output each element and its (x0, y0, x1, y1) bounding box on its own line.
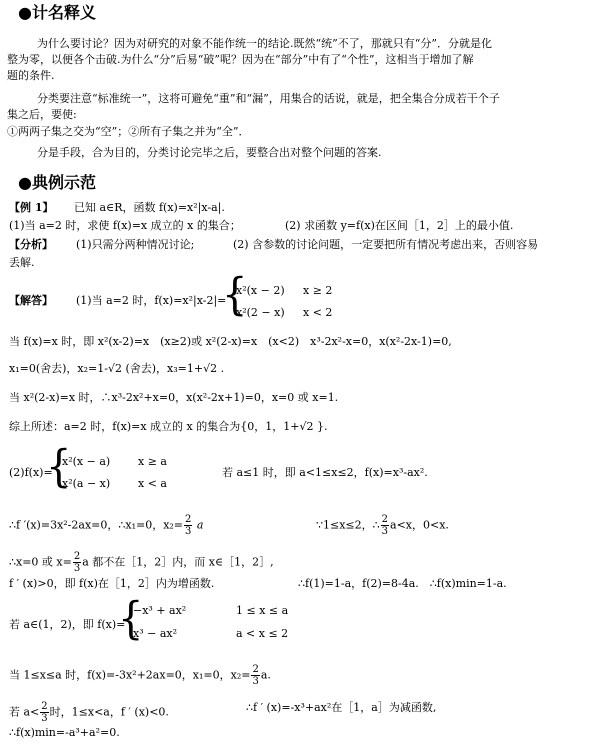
denominator: 3 (185, 526, 192, 537)
math-line (9, 551, 274, 574)
numerator: 2 (252, 664, 259, 675)
denominator: 3 (381, 526, 389, 537)
part2-intro: (2)f(x)= (9, 466, 53, 479)
math-line (316, 514, 449, 537)
math-text: 当 1≤x≤a 时，f(x)=-3x²+2ax=0，x₁=0，x₂= (9, 668, 251, 682)
piecewise-condition: x ≥ 2 (303, 284, 333, 297)
variable: a (196, 518, 204, 532)
fraction (40, 701, 48, 724)
section-title-examples: ●典例示范 (18, 173, 96, 192)
math-line: ∴f(x)min=-a³+a²=0. (9, 726, 120, 739)
math-text: a. (260, 668, 271, 682)
paragraph-line: 分是手段，合为目的，分类讨论完毕之后，要整合出对整个问题的答案. (37, 146, 382, 159)
analysis-label: 【分析】 (9, 238, 53, 251)
piecewise-case: −x³ + ax² (133, 604, 187, 617)
math-line: 当 x²(2-x)=x 时，∴x³-2x²+x=0，x(x²-2x+1)=0，x=0 或 x=1. (9, 391, 339, 404)
paragraph-line: 分类要注意“标准统一”，这将可避免“重”和“漏”，用集合的话说，就是，把全集合分成若干个子 (37, 92, 500, 105)
paragraph-line: ①两两子集之交为“空”；②所有子集之并为“全”． (7, 125, 250, 138)
example-label: 【例 1】 (9, 201, 54, 214)
brace: { (46, 441, 72, 493)
math-line: f ′ (x)>0，即 f(x)在［1，2］内为增函数. (9, 577, 215, 590)
piecewise-condition: x < a (138, 477, 167, 490)
paragraph-line: 整为零，以便各个击破.为什么“分”后易“破”呢？因为在“部分”中有了“个性”，这相当于增加了解 (7, 53, 474, 66)
piecewise-case: x²(2 − x) (236, 306, 285, 319)
math-text: a 都不在［1，2］内，而 x∈［1，2］, (82, 555, 274, 569)
math-line: 若 a∈(1，2)，即 f(x)= (9, 618, 126, 631)
denominator: 3 (73, 563, 81, 574)
math-text: 若 a< (9, 705, 40, 719)
math-line (9, 701, 169, 724)
fraction (251, 664, 259, 687)
math-line: 综上所述：a=2 时，f(x)=x 成立的 x 的集合为{0，1，1+√2 }. (9, 420, 328, 433)
piecewise-case: x²(x − a) (62, 455, 111, 468)
brace: { (222, 269, 248, 321)
piecewise-case: x²(a − x) (62, 477, 111, 490)
analysis-text: (1)只需分两种情况讨论; (76, 238, 195, 251)
numerator: 2 (41, 701, 48, 712)
analysis-text: 丢解. (9, 256, 35, 269)
numerator: 2 (381, 514, 389, 525)
example-question-1: (1)当 a=2 时，求使 f(x)=x 成立的 x 的集合； (9, 219, 241, 232)
fraction (184, 514, 192, 537)
math-line: x₁=0(舍去)，x₂=1-√2 (舍去)，x₃=1+√2 . (9, 362, 225, 375)
fraction (73, 551, 81, 574)
piecewise-condition: a < x ≤ 2 (236, 627, 289, 640)
math-line: 当 f(x)=x 时，即 x²(x-2)=x (x≥2)或 x²(2-x)=x (x<2) x³-2x²-x=0，x(x²-2x-1)=0, (9, 335, 452, 348)
math-text: ∴x=0 或 x= (9, 555, 72, 569)
brace: { (118, 593, 144, 645)
analysis-text: (2) 含参数的讨论问题，一定要把所有情况考虑出来，否则容易 (233, 238, 539, 251)
math-text: 时，1≤x<a，f ′ (x)<0. (49, 705, 169, 719)
example-question-2: (2) 求函数 y=f(x)在区间［1，2］上的最小值. (285, 219, 514, 232)
math-line: 若 a≤1 时，即 a<1≤x≤2，f(x)=x³-ax². (222, 466, 428, 479)
piecewise-condition: 1 ≤ x ≤ a (236, 604, 289, 617)
paragraph-line: 为什么要讨论？因为对研究的对象不能作统一的结论.既然“统”不了，那就只有“分”．分就是化 (37, 37, 492, 50)
denominator: 3 (41, 713, 48, 724)
piecewise-case: x³ − ax² (133, 627, 177, 640)
math-text: a<x，0<x. (390, 518, 449, 532)
paragraph-line: 集之后，要使: (7, 108, 77, 121)
math-text: ∴f ′(x)=3x²-2ax=0，∴x₁=0，x₂= (9, 518, 184, 532)
numerator: 2 (73, 551, 81, 562)
math-line (9, 664, 271, 687)
solution-intro: (1)当 a=2 时，f(x)=x²|x-2|= (76, 294, 227, 307)
example-text: 已知 a∈R，函数 f(x)=x²|x-a|. (74, 201, 225, 214)
fraction (381, 514, 389, 537)
numerator: 2 (185, 514, 192, 525)
math-line (9, 514, 203, 537)
section-title-naming: ●计名释义 (18, 3, 96, 22)
solution-label: 【解答】 (9, 294, 53, 307)
denominator: 3 (252, 676, 259, 687)
math-line: ∴f ′ (x)=-x³+ax²在［1，a］为减函数, (246, 701, 437, 714)
piecewise-case: x²(x − 2) (236, 284, 285, 297)
math-text: ∵1≤x≤2，∴ (316, 518, 380, 532)
piecewise-condition: x < 2 (303, 306, 333, 319)
math-line: ∴f(1)=1-a，f(2)=8-4a. ∴f(x)min=1-a. (298, 577, 507, 590)
piecewise-condition: x ≥ a (138, 455, 167, 468)
paragraph-line: 题的条件. (7, 69, 55, 82)
